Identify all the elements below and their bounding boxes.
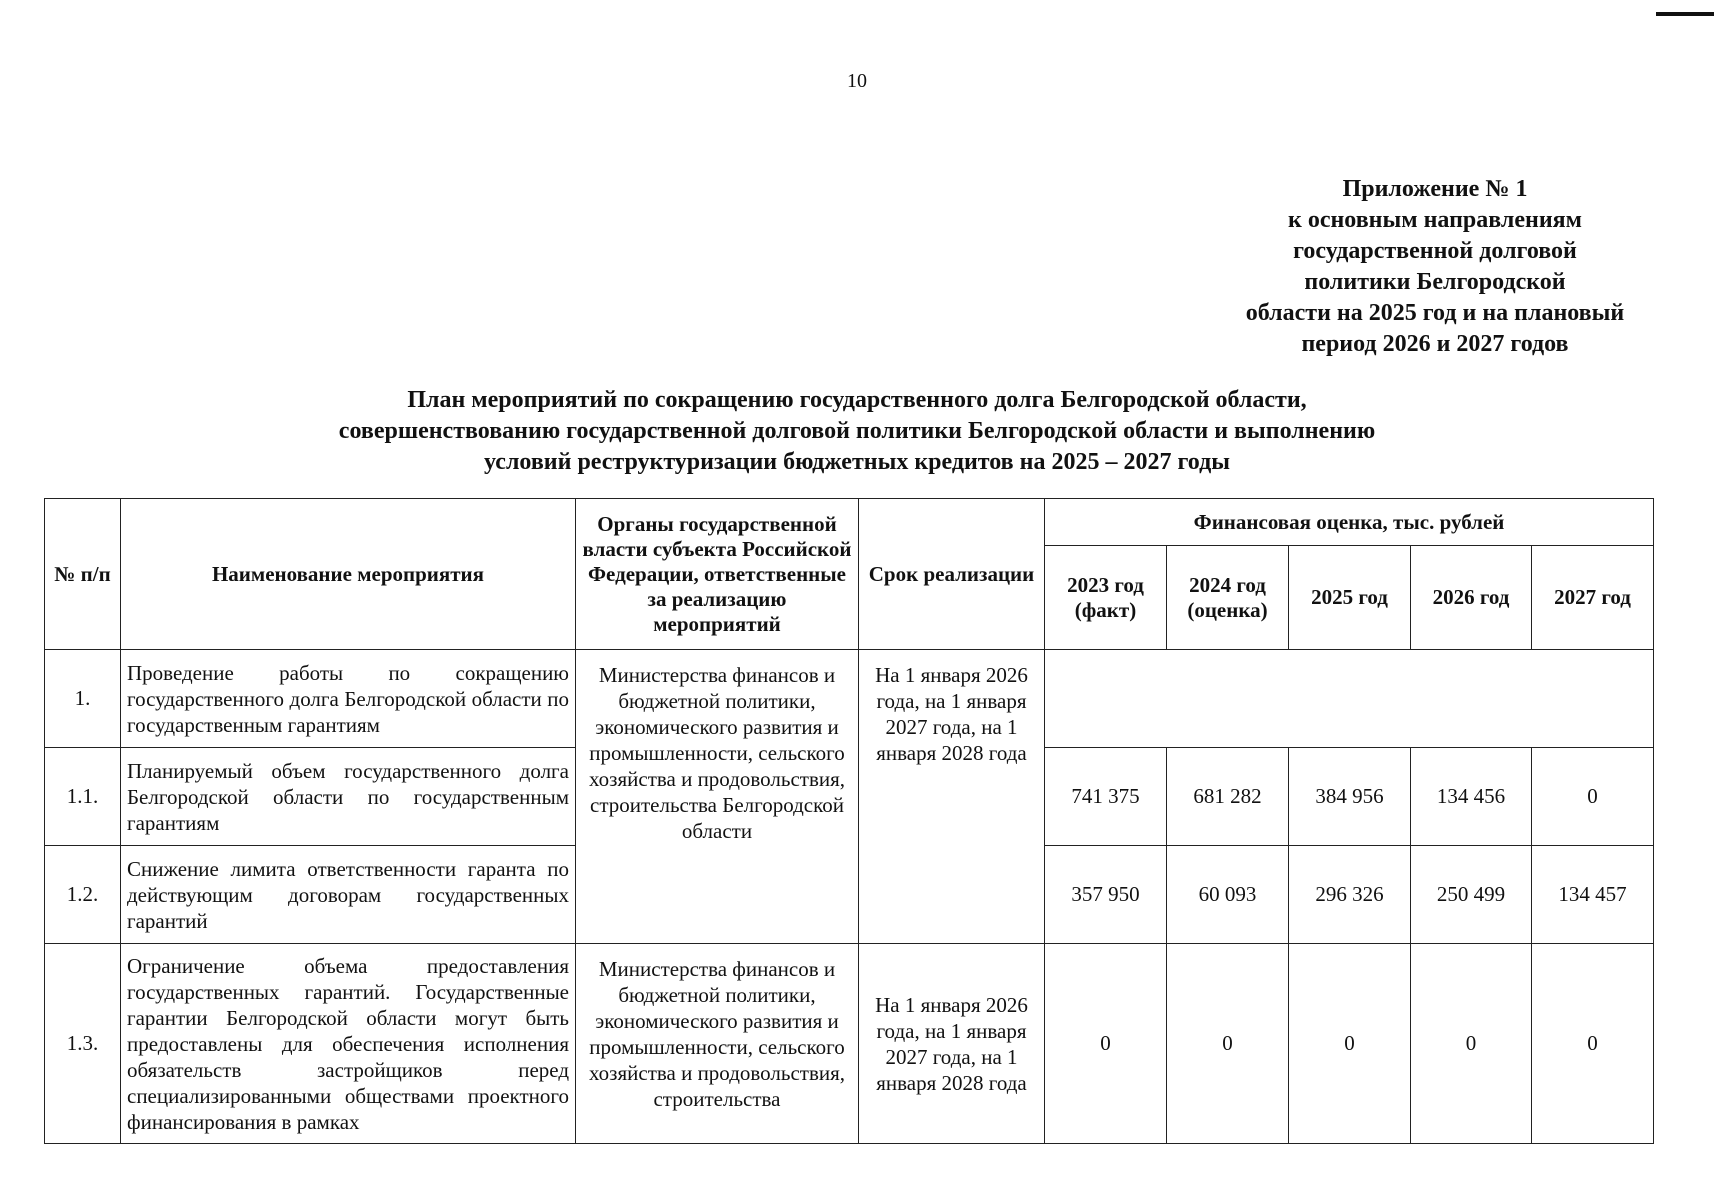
appendix-line: период 2026 и 2027 годов <box>1301 331 1569 357</box>
value-cell: 60 093 <box>1167 846 1289 944</box>
table-row <box>45 650 1654 748</box>
appendix-heading <box>1205 174 1665 360</box>
header-name: Наименование мероприятия <box>121 499 576 650</box>
title-line: совершенствованию государственной долговой политики Белгородской области и выполнению <box>338 418 1376 444</box>
value-cell: 250 499 <box>1411 846 1532 944</box>
header-finance: Финансовая оценка, тыс. рублей <box>1045 499 1654 546</box>
table-row <box>45 944 1654 1144</box>
finance-empty-cell <box>1045 650 1654 748</box>
row-name: Ограничение объема предоставления государственных гарантий. Государственные гарантии Белгородской области могут быть предоставлены для обеспечения исполнения обязательств застройщиков перед специализированными обществами проектного финансирования в рамках <box>121 944 576 1144</box>
row-org: Министерства финансов и бюджетной политики, экономического развития и промышленности, сельского хозяйства и продовольствия, строительства <box>576 944 859 1144</box>
appendix-line: политики Белгородской <box>1304 269 1566 295</box>
value-cell: 296 326 <box>1289 846 1411 944</box>
row-term: На 1 января 2026 года, на 1 января 2027 года, на 1 января 2028 года <box>859 650 1045 944</box>
plan-title <box>0 385 1714 478</box>
header-year: 2027 год <box>1532 546 1654 650</box>
value-cell: 681 282 <box>1167 748 1289 846</box>
appendix-line: Приложение № 1 <box>1342 176 1528 202</box>
value-cell: 0 <box>1045 944 1167 1144</box>
title-line: условий реструктуризации бюджетных кредитов на 2025 – 2027 годы <box>484 449 1230 475</box>
row-name: Планируемый объем государственного долга Белгородской области по государственным гарантиям <box>121 748 576 846</box>
value-cell: 134 457 <box>1532 846 1654 944</box>
row-num: 1.2. <box>45 846 121 944</box>
value-cell: 0 <box>1289 944 1411 1144</box>
value-cell: 0 <box>1411 944 1532 1144</box>
value-cell: 741 375 <box>1045 748 1167 846</box>
header-org: Органы государственной власти субъекта Российской Федерации, ответственные за реализацию мероприятий <box>576 499 859 650</box>
row-num: 1.3. <box>45 944 121 1144</box>
header-num: № п/п <box>45 499 121 650</box>
appendix-line: области на 2025 год и на плановый <box>1245 300 1625 326</box>
page-number: 10 <box>847 70 867 92</box>
value-cell: 0 <box>1532 944 1654 1144</box>
value-cell: 357 950 <box>1045 846 1167 944</box>
row-num: 1.1. <box>45 748 121 846</box>
header-year: 2026 год <box>1411 546 1532 650</box>
value-cell: 384 956 <box>1289 748 1411 846</box>
value-cell: 0 <box>1532 748 1654 846</box>
row-org: Министерства финансов и бюджетной политики, экономического развития и промышленности, сельского хозяйства и продовольствия, строительства Белгородской области <box>576 650 859 944</box>
value-cell: 134 456 <box>1411 748 1532 846</box>
header-year: 2023 год (факт) <box>1045 546 1167 650</box>
header-term: Срок реализации <box>859 499 1045 650</box>
value-cell: 0 <box>1167 944 1289 1144</box>
appendix-line: к основным направлениям <box>1287 207 1583 233</box>
appendix-line: государственной долговой <box>1293 238 1577 264</box>
row-name: Проведение работы по сокращению государственного долга Белгородской области по государственным гарантиям <box>121 650 576 748</box>
header-year: 2025 год <box>1289 546 1411 650</box>
scan-edge-mark <box>1656 12 1714 16</box>
row-name: Снижение лимита ответственности гаранта по действующим договорам государственных гарантий <box>121 846 576 944</box>
row-num: 1. <box>45 650 121 748</box>
title-line: План мероприятий по сокращению государственного долга Белгородской области, <box>407 387 1307 413</box>
measures-table <box>44 498 1654 1144</box>
header-year: 2024 год (оценка) <box>1167 546 1289 650</box>
row-term: На 1 января 2026 года, на 1 января 2027 года, на 1 января 2028 года <box>859 944 1045 1144</box>
